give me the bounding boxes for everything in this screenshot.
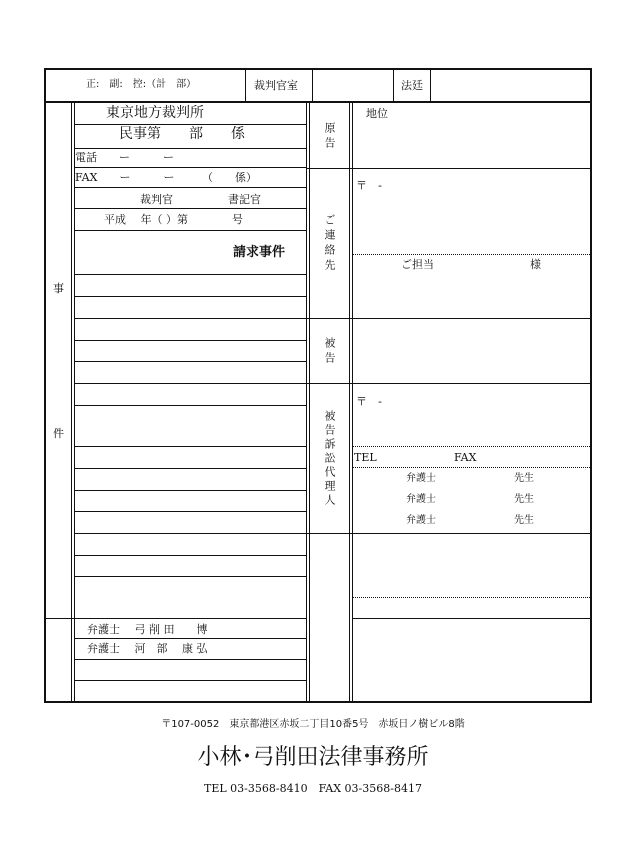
division-label: 民事第 部 係 — [119, 126, 245, 142]
attorney-postal-label: 〒 - — [356, 395, 382, 408]
firm-contact: TEL 03-3568-8410 FAX 03-3568-8417 — [204, 782, 422, 795]
phone-label: 電話 ー ー — [75, 151, 174, 164]
frame-left — [44, 68, 46, 703]
plaintiff-status-label: 地位 — [366, 107, 388, 120]
defendant-bottom-line — [306, 383, 592, 384]
attorney-dotted-line — [352, 467, 590, 468]
contact-bottom-line — [306, 318, 592, 319]
court-name: 東京地方裁判所 — [106, 105, 204, 121]
lawyer-row-line — [74, 659, 306, 660]
attorney-bottom-line — [306, 533, 592, 534]
mid-line-b — [309, 101, 310, 703]
contact-postal-label: 〒 - — [356, 179, 382, 192]
court-room-label: 法廷 — [401, 79, 423, 92]
plaintiff-label: 原告 — [323, 122, 336, 152]
header-divider-4 — [430, 68, 431, 103]
frame-top — [44, 68, 592, 70]
case-row-line — [74, 340, 306, 341]
case-side-label-bottom: 件 — [53, 427, 64, 440]
case-row-line — [74, 318, 306, 319]
mid-line-a — [306, 101, 307, 703]
header-divider-1 — [245, 68, 246, 103]
header-divider-2 — [312, 68, 313, 103]
case-lawyer-top-line — [74, 618, 306, 619]
case-row-line — [74, 405, 306, 406]
frame-right — [590, 68, 592, 703]
contact-honorific: 様 — [530, 258, 541, 271]
division-underline — [74, 148, 306, 149]
side-col-line-a — [71, 101, 72, 703]
attorney-honorific-2: 先生 — [514, 494, 534, 505]
case-number-label: 平成 年（ ）第 号 — [104, 213, 243, 226]
plaintiff-bottom-line — [306, 168, 592, 169]
attorney-dotted-line — [352, 446, 590, 447]
contact-label: ご連絡先 — [323, 214, 336, 274]
attorney-tel-label: TEL — [354, 451, 377, 464]
attorney-lawyer-label-2: 弁護士 — [406, 494, 436, 505]
judge-room-label: 裁判官室 — [254, 79, 298, 92]
case-row-line — [74, 446, 306, 447]
side-col-line-b — [74, 101, 75, 703]
case-row-line — [74, 296, 306, 297]
attorney-honorific-1: 先生 — [514, 473, 534, 484]
attorney-lawyer-label-1: 弁護士 — [406, 473, 436, 484]
claim-case-label: 請求事件 — [233, 245, 286, 260]
copy-types-label: 正: 副: 控:（計 部） — [86, 79, 197, 90]
judge-clerk-label: 裁判官 書記官 — [140, 193, 261, 206]
case-row-line — [74, 533, 306, 534]
defendant-attorney-label: 被告訴訟代理人 — [323, 410, 336, 508]
frame-bottom — [44, 701, 592, 703]
judge-clerk-underline — [74, 208, 306, 209]
case-number-underline — [74, 230, 306, 231]
right-label-line-b — [352, 101, 353, 703]
header-divider-3 — [393, 68, 394, 103]
lawyer-name-2: 弁護士 河 部 康 弘 — [87, 642, 208, 655]
attorney-fax-label: FAX — [454, 451, 477, 464]
attorney-lawyer-label-3: 弁護士 — [406, 515, 436, 526]
firm-address: 〒107-0052 東京都港区赤坂二丁目10番5号 赤坂日ノ樹ビル8階 — [161, 719, 465, 730]
fax-underline — [74, 187, 306, 188]
defendant-label: 被告 — [323, 337, 336, 367]
right-label-line-a — [349, 101, 350, 703]
case-side-label-top: 事 — [53, 282, 64, 295]
case-row-line — [74, 468, 306, 469]
lawyer-row-line — [74, 638, 306, 639]
fax-label: FAX ー ー （ 係） — [75, 171, 257, 184]
contact-dotted-line — [352, 254, 590, 255]
lawyer-row-line — [74, 680, 306, 681]
case-row-line — [74, 361, 306, 362]
case-row-line — [74, 576, 306, 577]
case-row-line — [74, 555, 306, 556]
blank-dotted-line — [352, 597, 590, 598]
case-row-line — [74, 490, 306, 491]
header-bottom-line — [44, 101, 592, 103]
side-col-split — [44, 618, 74, 619]
case-row-line — [74, 383, 306, 384]
firm-name: 小林･弓削田法律事務所 — [197, 745, 429, 770]
contact-person-label: ご担当 — [401, 258, 434, 271]
attorney-honorific-3: 先生 — [514, 515, 534, 526]
phone-underline — [74, 167, 306, 168]
blank-row-line — [352, 618, 592, 619]
court-name-underline — [74, 124, 306, 125]
lawyer-name-1: 弁護士 弓 削 田 博 — [87, 623, 208, 636]
case-row-line — [74, 274, 306, 275]
case-row-line — [74, 511, 306, 512]
